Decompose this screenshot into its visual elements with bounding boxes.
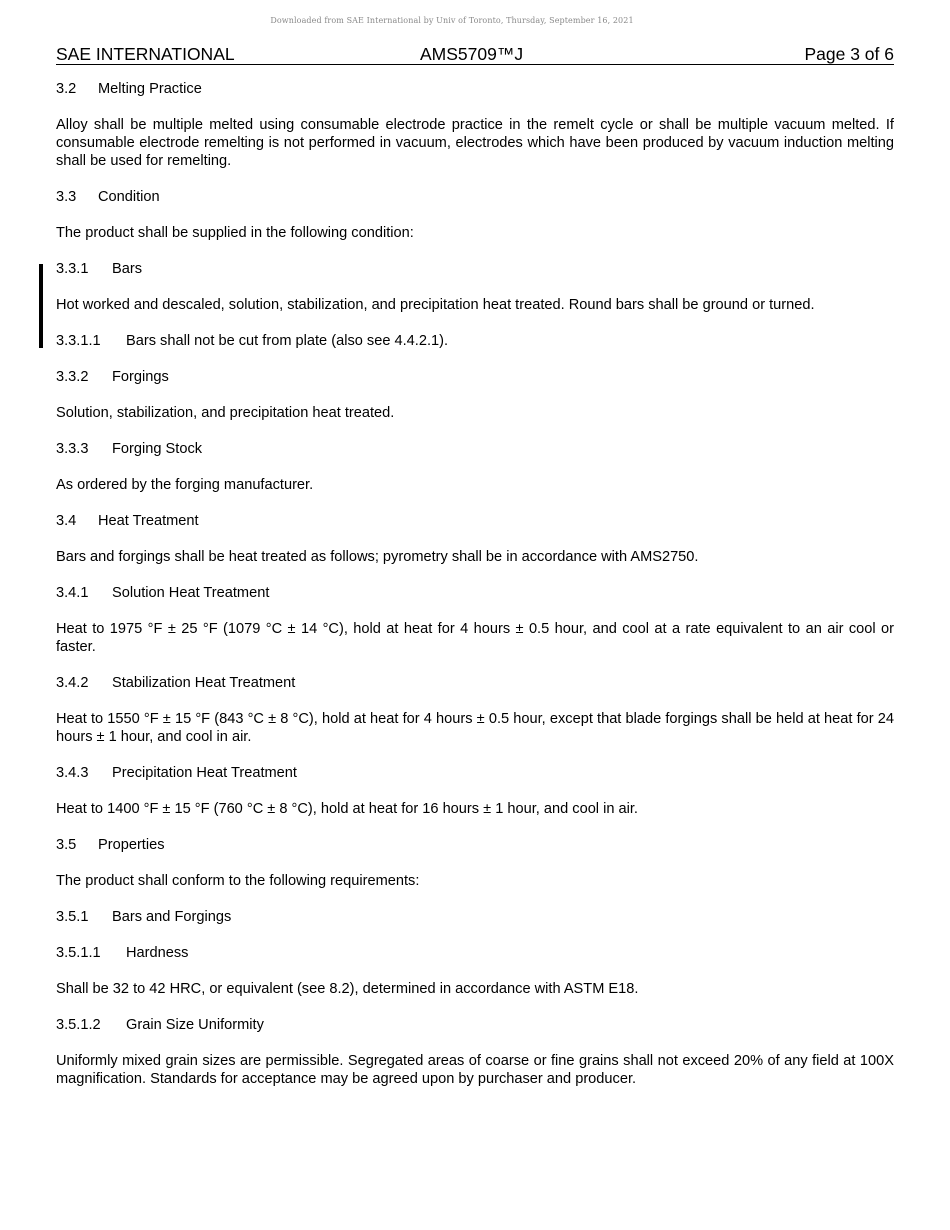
section-title: Forgings <box>112 369 169 385</box>
section-number: 3.4 <box>56 513 77 529</box>
section-body-3-4-1: Heat to 1975 °F ± 25 °F (1079 °C ± 14 °C), hold at heat for 4 hours ± 0.5 hour, and cool at a rate equivalent to an air cool or faster. <box>56 621 894 655</box>
section-heading-3-4 <box>56 512 894 530</box>
section-title: Stabilization Heat Treatment <box>112 675 296 691</box>
section-title: Heat Treatment <box>98 513 199 529</box>
section-heading-3-5-1-1 <box>56 944 894 962</box>
section-body-3-5-1-1: Shall be 32 to 42 HRC, or equivalent (see 8.2), determined in accordance with ASTM E18. <box>56 981 639 997</box>
section-body-3-5: The product shall conform to the following requirements: <box>56 873 420 889</box>
section-title: Bars <box>112 261 143 277</box>
section-body-3-3-1: Hot worked and descaled, solution, stabilization, and precipitation heat treated. Round bars shall be ground or turned. <box>56 297 815 313</box>
section-body-3-4-2: Heat to 1550 °F ± 15 °F (843 °C ± 8 °C), hold at heat for 4 hours ± 0.5 hour, except that blade forgings shall be held at heat for 24 hours ± 1 hour, and cool in air. <box>56 711 894 745</box>
section-number: 3.4.3 <box>56 765 89 781</box>
section-heading-3-5 <box>56 836 894 854</box>
section-number: 3.3 <box>56 189 77 205</box>
section-heading-3-5-1 <box>56 908 894 926</box>
section-body-3-4-3: Heat to 1400 °F ± 15 °F (760 °C ± 8 °C), hold at heat for 16 hours ± 1 hour, and cool in air. <box>56 801 638 817</box>
section-number: 3.5.1.2 <box>56 1017 101 1033</box>
section-heading-3-2 <box>56 80 894 98</box>
section-body-3-2: Alloy shall be multiple melted using consumable electrode practice in the remelt cycle or shall be multiple vacuum melted. If consumable electrode remelting is not performed in vacuum, electrodes which have been produced by vacuum induction melting shall be used for remelting. <box>56 117 894 169</box>
section-heading-3-4-3 <box>56 764 894 782</box>
section-body-3-5-1-2: Uniformly mixed grain sizes are permissible. Segregated areas of coarse or fine grains shall not exceed 20% of any field at 100X magnification. Standards for acceptance may be agreed upon by purchaser and producer. <box>56 1053 894 1087</box>
section-number: 3.3.2 <box>56 369 89 385</box>
header-doc-id: AMS5709™J <box>420 44 524 64</box>
section-heading-3-3 <box>56 188 894 206</box>
section-title: Grain Size Uniformity <box>126 1017 264 1033</box>
section-title: Properties <box>98 837 165 853</box>
section-body-3-3-3: As ordered by the forging manufacturer. <box>56 477 314 493</box>
section-heading-3-3-1 <box>56 260 894 278</box>
section-heading-3-4-1 <box>56 584 894 602</box>
section-number: 3.4.2 <box>56 675 89 691</box>
section-body-3-4: Bars and forgings shall be heat treated as follows; pyrometry shall be in accordance with AMS2750. <box>56 549 699 565</box>
section-number: 3.4.1 <box>56 585 89 601</box>
section-heading-3-5-1-2 <box>56 1016 894 1034</box>
section-number: 3.3.3 <box>56 441 89 457</box>
section-heading-3-3-2 <box>56 368 894 386</box>
section-title: Precipitation Heat Treatment <box>112 765 297 781</box>
section-number: 3.5.1.1 <box>56 945 101 961</box>
section-number: 3.3.1.1 <box>56 333 101 349</box>
document-body <box>56 80 894 1088</box>
section-title: Bars and Forgings <box>112 909 232 925</box>
section-title: Solution Heat Treatment <box>112 585 270 601</box>
download-watermark: Downloaded from SAE International by Univ of Toronto, Thursday, September 16, 2021 <box>270 16 634 25</box>
page-header <box>56 44 894 65</box>
revision-change-bar <box>39 264 43 348</box>
section-body-3-3: The product shall be supplied in the following condition: <box>56 225 414 241</box>
section-number: 3.5 <box>56 837 77 853</box>
section-title: Hardness <box>126 945 189 961</box>
section-number: 3.3.1 <box>56 261 89 277</box>
header-org: SAE INTERNATIONAL <box>56 44 235 64</box>
section-number: 3.2 <box>56 81 77 97</box>
section-number: 3.5.1 <box>56 909 89 925</box>
section-title: Condition <box>98 189 160 205</box>
section-body-3-3-2: Solution, stabilization, and precipitation heat treated. <box>56 405 395 421</box>
header-page-number: Page 3 of 6 <box>804 44 894 64</box>
section-title: Melting Practice <box>98 81 202 97</box>
section-heading-3-3-3 <box>56 440 894 458</box>
section-title: Forging Stock <box>112 441 203 457</box>
section-title: Bars shall not be cut from plate (also see 4.4.2.1). <box>126 333 449 349</box>
section-heading-3-4-2 <box>56 674 894 692</box>
section-heading-3-3-1-1 <box>56 332 894 350</box>
